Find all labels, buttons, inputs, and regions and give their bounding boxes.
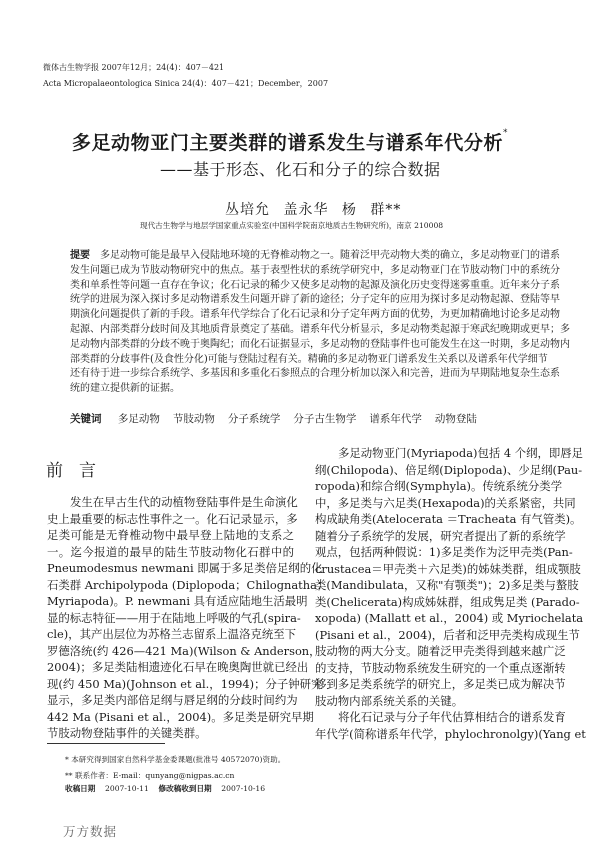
abstract-line xyxy=(70,353,548,368)
abstract-line xyxy=(70,264,560,279)
received-label: 收稿日期 xyxy=(65,784,96,793)
body-text-line: 足类可能是无脊椎动物中最早登上陆地的支系之 xyxy=(47,528,294,542)
keyword: 动物登陆 xyxy=(434,413,477,425)
body-text-line: 多足动物亚门(Myriapoda)包括 4 个纲，即唇足 xyxy=(338,446,584,460)
body-text-line: 现(约 450 Ma)(Johnson et al.，1994)；分子钟研究 xyxy=(47,676,323,691)
body-text-line: 构成缺角类(Atelocerata ＝Tracheata 有气管类)。 xyxy=(315,512,582,526)
keywords xyxy=(70,411,477,426)
body-text-line: 类(Mandibulata，又称"有颚类")；2)多足类与螯肢 xyxy=(315,578,579,592)
abstract-line-text: 发生问题已成为节肢动物研究中的焦点。基于表型性状的系统学研究中，多足动物亚门在节肢动物门中的系统分 xyxy=(70,264,560,276)
abstract-line xyxy=(70,338,570,353)
keyword: 分子古生物学 xyxy=(293,413,357,425)
abstract-line-text: 类和单系性等问题一直存在争议；化石记录的稀少又使多足动物的起源及演化历史变得迷雾重重。近年来分子系 xyxy=(70,279,560,291)
body-text-line: 观点，包括两种假说：1)多足类作为泛甲壳类(Pan- xyxy=(315,545,573,559)
paper-subtitle: ——基于形态、化石和分子的综合数据 xyxy=(160,160,441,179)
body-text-line: 纲(Chilopoda)、倍足纲(Diplopoda)、少足纲(Pau- xyxy=(315,462,583,477)
keyword: 分子系统学 xyxy=(227,413,281,425)
body-text-line: crustacea＝甲壳类＋六足类)的姊妹类群，组成颚肢 xyxy=(315,561,581,576)
affiliation: 现代古生物学与地层学国家重点实验室(中国科学院南京地质古生物研究所)，南京 210008 xyxy=(140,221,444,230)
abstract-line xyxy=(70,382,538,397)
abstract-line xyxy=(70,323,570,338)
keyword: 谱系年代学 xyxy=(369,413,422,425)
revised-label: 修改稿收到日期 xyxy=(158,784,212,793)
body-text-line: 肢动物的两大分支。随着泛甲壳类得到越来越广泛 xyxy=(315,644,566,658)
keyword: 多足动物 xyxy=(117,413,160,425)
abstract-line xyxy=(70,367,560,382)
body-text-line: 的支持，节肢动物系统发生研究的一个重点逐渐转 xyxy=(315,660,566,675)
abstract-line-text: 起源、内部类群分歧时间及其地质背景奠定了基础。谱系年代分析显示，多足动物类起源于寒武纪晚期或更早；多 xyxy=(70,323,570,335)
body-text-line: Pneumodesmus newmani 即属于多足类倍足纲的化 xyxy=(47,561,323,575)
abstract-line-text: 部类群的分歧事件(及食性分化)可能与登陆过程有关。精确的多足动物亚门谱系发生关系以及谱系年代学细节 xyxy=(70,353,548,365)
title-footnote-mark: * xyxy=(503,128,509,138)
section-heading-introduction: 前言 xyxy=(46,461,112,481)
abstract-line-text: 足动物内部类群的分歧不晚于奥陶纪；而化石证据显示，多足动物的登陆事件也可能发生在这一时期，多足动物内 xyxy=(70,338,570,350)
body-text-line: cle)，其产出层位为苏格兰志留系上温洛克统至下 xyxy=(47,627,297,641)
received-date: 2007-10-11 xyxy=(105,784,149,793)
body-text-line: 442 Ma (Pisani et al.，2004)。多足类是研究早期 xyxy=(47,709,314,724)
body-text-line: xopoda) (Mallatt et al.，2004) 或 Myriochelata xyxy=(315,611,584,625)
footnote-divider xyxy=(47,743,165,744)
abstract-line-text: 期演化问题提供了新的手段。谱系年代学综合了化石记录和分子定年两方面的优势，为更加精确地讨论多足动物 xyxy=(70,309,560,321)
body-text-line: 类(Chelicerata)构成姊妹群，组成隽足类 (Parado- xyxy=(315,594,580,609)
footnote-dates xyxy=(65,783,265,794)
body-text-line: 年代学(简称谱系年代学，phylochronolgy)(Yang et xyxy=(315,726,586,741)
body-text-line: 节肢动物登陆事件的关键类群。 xyxy=(47,726,207,740)
abstract xyxy=(70,249,570,397)
journal-header-english: Acta Micropalaeontologica Sinica 24(4)：407－421；December，2007 xyxy=(43,79,329,88)
body-text-line: 肢动物内部系统关系的关键。 xyxy=(315,693,464,708)
body-text-line: 显示，多足类内部倍足纲与唇足纲的分歧时间约为 xyxy=(47,693,298,707)
body-text-line: 移到多足类系统学的研究上，多足类已成为解决节 xyxy=(315,677,566,691)
authors: 丛培允 盖永华 杨 群** xyxy=(225,202,402,218)
body-text-line: ropoda)和综合纲(Symphyla)。传统系统分类学 xyxy=(315,479,563,493)
watermark: 万方数据 xyxy=(63,824,118,839)
right-column xyxy=(315,445,586,742)
body-text-line: 将化石记录与分子年代估算相结合的谱系发育 xyxy=(338,710,566,724)
left-column xyxy=(47,494,329,742)
title-text: 多足动物亚门主要类群的谱系发生与谱系年代分析 xyxy=(71,132,504,154)
body-text-line: 随着分子系统学的发展，研究者提出了新的系统学 xyxy=(315,528,566,543)
body-text-line: (Pisani et al.，2004)，后者和泛甲壳类构成现生节 xyxy=(315,627,580,642)
abstract-line xyxy=(70,293,560,308)
keywords-label: 关键词 xyxy=(70,413,102,425)
abstract-line xyxy=(70,308,560,323)
body-text-line: 史上最重要的标志性事件之一。化石记录显示，多 xyxy=(47,511,298,526)
keyword: 节肢动物 xyxy=(172,413,215,425)
abstract-line-text: 还有待于进一步综合系统学、多基因和多重化石参照点的合理分析加以深入和完善，进而为早期陆地复杂生态系 xyxy=(70,368,560,380)
abstract-line-text: 统学的进展为深入探讨多足动物谱系发生问题开辟了新的途径；分子定年的应用为探讨多足动物起源、登陆等早 xyxy=(70,294,560,306)
body-text-line: 中，多足类与六足类(Hexapoda)的关系紧密，共同 xyxy=(315,495,576,510)
body-text-line: 罗德洛统(约 426—421 Ma)(Wilson & Anderson， xyxy=(47,643,321,658)
paper-title xyxy=(40,128,540,155)
journal-header-chinese: 微体古生物学报 2007年12月；24(4)：407－421 xyxy=(43,63,225,72)
body-text-line: 显的标志特征——用于在陆地上呼吸的气孔(spira- xyxy=(47,610,301,625)
body-text-line: Myriapoda)。P. newmani 具有适应陆地生活最明 xyxy=(47,594,308,608)
body-text-line: 2004)；多足类陆相遗迹化石早在晚奥陶世就已经出 xyxy=(47,660,309,674)
body-text-line: 石类群 Archipolypoda (Diplopoda；Chilognatha； xyxy=(47,577,329,592)
abstract-line-text: 统的建立提供新的证据。 xyxy=(70,383,180,395)
abstract-line xyxy=(70,279,560,294)
abstract-label: 提要 xyxy=(70,250,90,261)
body-text-line: 一。迄今报道的最早的陆生节肢动物化石群中的 xyxy=(47,544,294,559)
abstract-line-text: 多足动物可能是最早入侵陆地环境的无脊椎动物之一。随着泛甲壳动物大类的确立，多足动物亚门的谱系 xyxy=(100,250,560,261)
footnote-contact: ** 联系作者：E-mail：qunyang@nigpas.ac.cn xyxy=(65,771,235,780)
revised-date: 2007-10-16 xyxy=(221,784,266,793)
footnote-funding: * 本研究得到国家自然科学基金委课题(批准号 40572070)资助。 xyxy=(65,755,286,764)
abstract-line xyxy=(70,249,560,264)
body-text-line: 发生在早古生代的动植物登陆事件是生命演化 xyxy=(70,495,298,509)
